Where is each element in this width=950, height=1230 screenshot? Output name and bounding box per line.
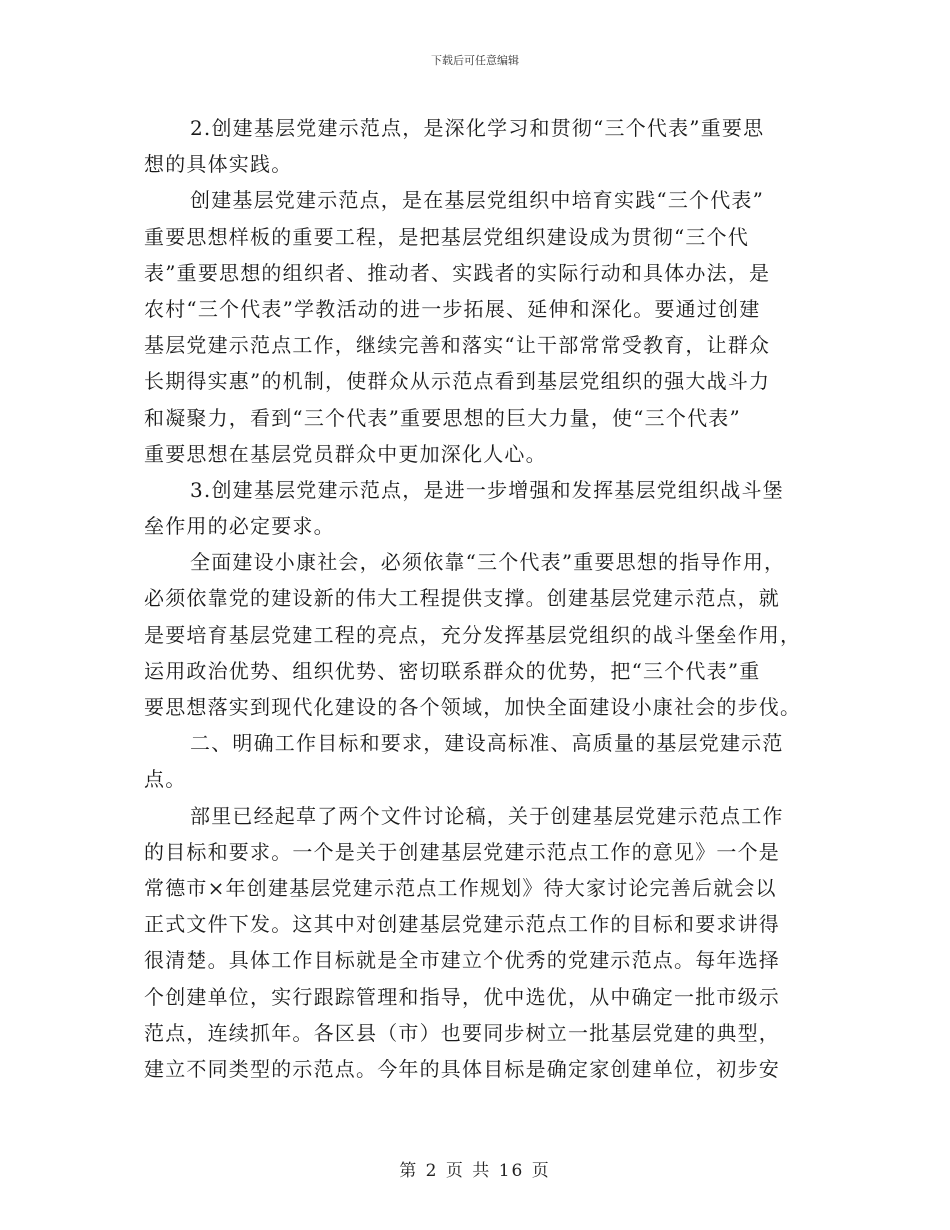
text-line: 垒作用的必定要求。 xyxy=(144,514,335,539)
text-line: 创建基层党建示范点，是在基层党组织中培育实践“三个代表” xyxy=(190,188,765,213)
text-line: 3.创建基层党建示范点，是进一步增强和发挥基层党组织战斗堡 xyxy=(190,477,784,502)
text-line: 重要思想样板的重要工程，是把基层党组织建设成为贯彻“三个代 xyxy=(144,224,750,249)
text-line: 农村“三个代表”学教活动的进一步拓展、延伸和深化。要通过创建 xyxy=(144,296,761,321)
text-line: 个创建单位，实行跟踪管理和指导，优中选优，从中确定一批市级示 xyxy=(144,984,780,1009)
text-line: 点。 xyxy=(144,767,187,792)
text-line: 常德市×年创建基层党建示范点工作规划》待大家讨论完善后就会以 xyxy=(144,875,777,900)
text-line: 基层党建示范点工作，继续完善和落实“让干部常常受教育，让群众 xyxy=(144,333,771,358)
text-line: 很清楚。具体工作目标就是全市建立个优秀的党建示范点。每年选择 xyxy=(144,948,780,973)
text-line: 2.创建基层党建示范点，是深化学习和贯彻“三个代表”重要思 xyxy=(190,116,765,140)
text-line: 和凝聚力，看到“三个代表”重要思想的巨大力量，使“三个代表” xyxy=(144,405,741,430)
text-line: 是要培育基层党建工程的亮点，充分发挥基层党组织的战斗堡垒作用， xyxy=(144,622,802,647)
text-line: 想的具体实践。 xyxy=(144,152,293,177)
text-line: 要思想落实到现代化建设的各个领域，加快全面建设小康社会的步伐。 xyxy=(144,695,802,719)
page-header: 下载后可任意编辑 xyxy=(431,54,519,67)
text-line: 建立不同类型的示范点。今年的具体目标是确定家创建单位，初步安 xyxy=(144,1056,780,1081)
document-body xyxy=(144,110,806,1087)
page-number-footer: 第 2 页 共 16 页 xyxy=(399,1161,551,1181)
text-line: 长期得实惠”的机制，使群众从示范点看到基层党组织的强大战斗力 xyxy=(144,369,771,394)
text-line: 表”重要思想的组织者、推动者、实践者的实际行动和具体办法，是 xyxy=(144,260,771,285)
text-line: 的目标和要求。一个是关于创建基层党建示范点工作的意见》一个是 xyxy=(144,839,780,864)
text-line: 全面建设小康社会，必须依靠“三个代表”重要思想的指导作用， xyxy=(190,550,786,575)
text-line: 运用政治优势、组织优势、密切联系群众的优势，把“三个代表”重 xyxy=(144,658,761,683)
text-line: 范点，连续抓年。各区县（市）也要同步树立一批基层党建的典型， xyxy=(144,1020,780,1045)
text-line: 正式文件下发。这其中对创建基层党建示范点工作的目标和要求讲得 xyxy=(144,912,780,937)
text-line: 二、明确工作目标和要求，建设高标准、高质量的基层党建示范 xyxy=(190,731,784,756)
text-line: 重要思想在基层党员群众中更加深化人心。 xyxy=(144,441,547,466)
text-line: 必须依靠党的建设新的伟大工程提供支撑。创建基层党建示范点，就 xyxy=(144,586,780,611)
text-line: 部里已经起草了两个文件讨论稿，关于创建基层党建示范点工作 xyxy=(190,803,784,828)
